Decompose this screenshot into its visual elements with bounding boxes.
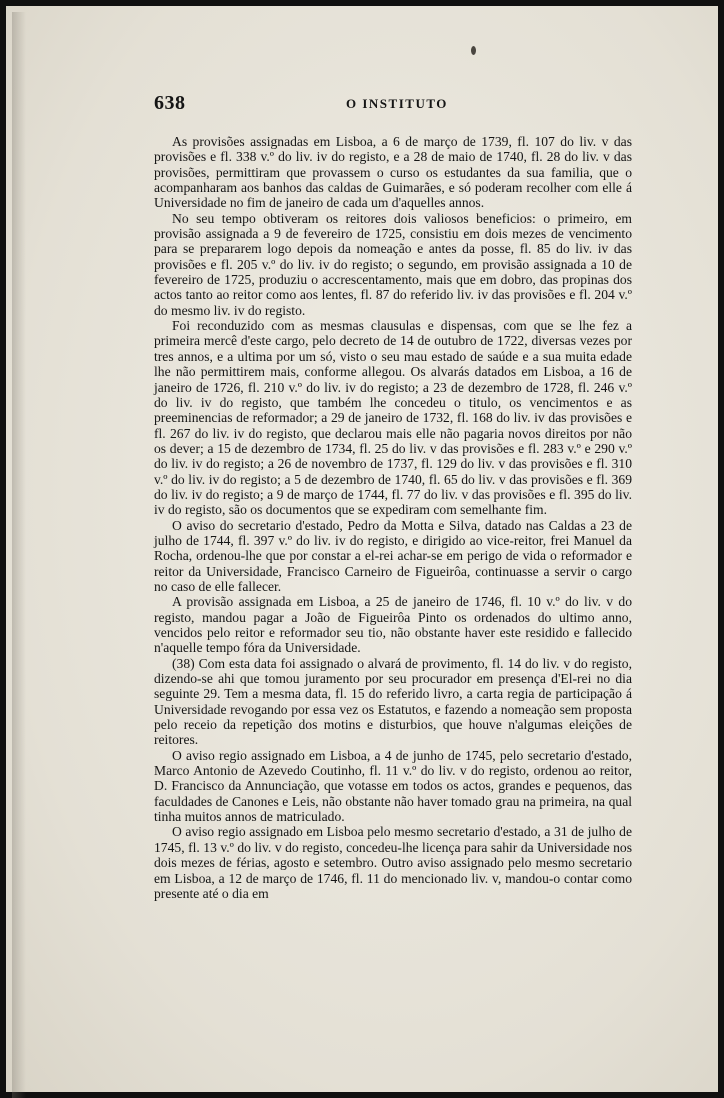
paragraph-provisoes-1739: As provisões assignadas em Lisboa, a 6 de março de 1739, fl. 107 do liv. v das provisões e fl. 338 v.º do liv. iv do registo, e a 28 de maio de 1740, fl. 28 do liv. v das provisões, permittiram que provassem o curso os estudantes da sua familia, que o acompanharam aos banhos das caldas de Guimarães, e só poderam recolher com elle á Universidade no fim de janeiro de cada um d'aquelles annos. [154,134,632,211]
paragraph-footnote-38: (38) Com esta data foi assignado o alvará de provimento, fl. 14 do liv. v do registo, dizendo-se ahi que tomou juramento por seu procurador em presença d'El-rei no dia seguinte 29. Tem a mesma data, fl. 15 do referido livro, a carta regia de participação á Universidade revogando por essa vez os Estatutos, e fazendo a nomeação sem proposta pelo receio da repetição dos motins e disturbios, que houve n'algumas eleições de reitores. [154,655,632,748]
paragraph-provisao-1746: A provisão assignada em Lisboa, a 25 de janeiro de 1746, fl. 10 v.º do liv. v do registo, mandou pagar a João de Figueirôa Pinto os ordenados do ultimo anno, vencidos pelo reitor e reformador seu tio, não obstante haver este residido e fallecido n'aquelle tempo fóra da Universidade. [154,594,632,656]
paragraph-reconduzido: Foi reconduzido com as mesmas clausulas e dispensas, com que se lhe fez a primeira mercê d'este cargo, pelo decreto de 14 de outubro de 1722, diversas vezes por tres annos, e a ultima por um só, visto o seu mau estado de saúde e a sua muita edade lhe não permittirem mais, conforme allegou. Os alvarás datados em Lisboa, a 16 de janeiro de 1726, fl. 210 v.º do liv. iv do registo; a 23 de dezembro de 1728, fl. 246 v.º do liv. iv do registo, que também lhe concedeu o titulo, os vencimentos e as preeminencias de reformador; a 29 de janeiro de 1732, fl. 168 do liv. iv das provisões e fl. 267 do liv. iv do registo, que declarou mais elle não pagaria novos direitos por não os dever; a 15 de dezembro de 1734, fl. 25 do liv. v das provisões e fl. 283 v.º e 290 v.º do liv. iv do registo; a 26 de novembro de 1737, fl. 129 do liv. v das provisões e fl. 310 v.º do liv. iv do registo; a 5 de dezembro de 1740, fl. 65 do liv. v das provisões e fl. 369 do liv. iv do registo; a 9 de março de 1744, fl. 77 do liv. v das provisões e fl. 395 do liv. iv do registo, são os documentos que se expediram com semelhante fim. [154,318,632,518]
paragraph-beneficios: No seu tempo obtiveram os reitores dois valiosos beneficios: o primeiro, em provisão assignada a 9 de fevereiro de 1725, consistiu em dois mezes de vencimento para se prepararem logo depois da nomeação e antes da posse, fl. 85 do liv. iv das provisões e fl. 205 v.º do liv. iv do registo; o segundo, em provisão assignada a 10 de fevereiro de 1725, produziu o accrescentamento, mais que em dobro, das propinas dos actos tanto ao reitor como aos lentes, fl. 87 do referido liv. iv das provisões e fl. 204 v.º do mesmo liv. iv do registo. [154,210,632,318]
paragraph-aviso-julho-1745: O aviso regio assignado em Lisboa pelo mesmo secretario d'estado, a 31 de julho de 1745, fl. 13 v.º do liv. v do registo, concedeu-lhe licença para sahir da Universidade nos dois mezes de férias, agosto e setembro. Outro aviso assignado pelo mesmo secretario em Lisboa, a 12 de março de 1746, fl. 11 do mencionado liv. v, mandou-o contar como presente até o dia em [154,824,632,901]
running-title: O INSTITUTO [346,96,448,111]
paragraph-aviso-junho-1745: O aviso regio assignado em Lisboa, a 4 de junho de 1745, pelo secretario d'estado, Marco Antonio de Azevedo Coutinho, fl. 11 v.º do liv. v do registo, ordenou ao reitor, D. Francisco da Annunciação, que votasse em todos os actos, grandes e pequenos, das faculdades de Canones e Leis, não obstante não haver tomado grau na primeira, na qual tinha muitos annos de matriculado. [154,747,632,825]
ink-blot [471,46,476,55]
binding-shadow [12,12,26,1098]
body-text [154,134,632,901]
page-header [154,92,630,114]
paragraph-aviso-1744: O aviso do secretario d'estado, Pedro da Motta e Silva, datado nas Caldas a 23 de julho de 1744, fl. 397 v.º do liv. iv do registo, e dirigido ao vice-reitor, frei Manuel da Rocha, ordenou-lhe que por constar a el-rei achar-se em perigo de vida o reformador e reitor da Universidade, Francisco Carneiro de Figueirôa, continuasse a servir o cargo no caso de elle fallecer. [154,517,632,594]
page-number: 638 [154,92,186,114]
